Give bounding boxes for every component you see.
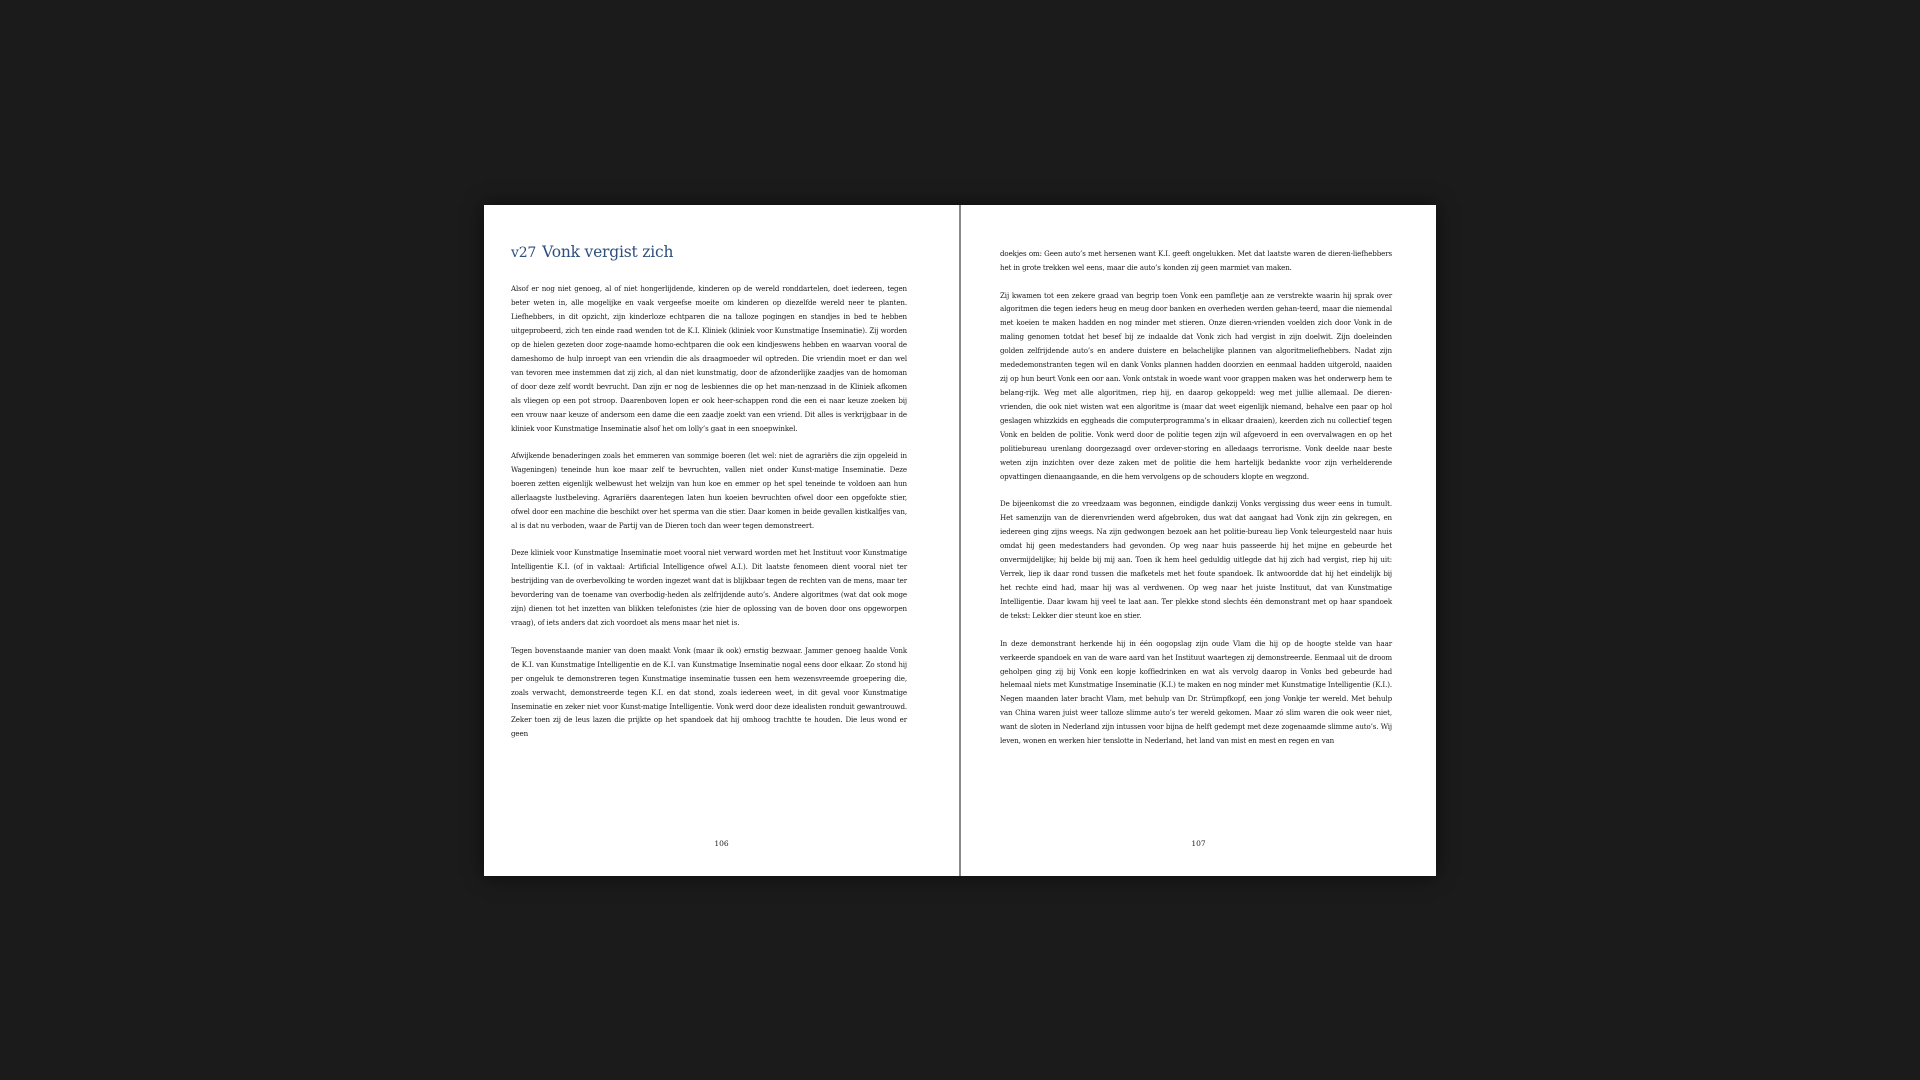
paragraph: De bijeenkomst die zo vreedzaam was begonnen, eindigde dankzij Vonks vergissing dus weer eens in tumult. Het samenzijn van de dierenvrienden werd afgebroken, dus wat dat aangaat had Vonk zijn zin gekregen, en iedereen ging zijns weegs. Na zijn gedwongen bezoek aan het politie-bureau liep Vonk teleurgesteld naar huis omdat hij geen medestanders had gevonden. Op weg naar huis passeerde hij het mijne en gebeurde het onvermijdelijke; hij belde bij mij aan. Toen ik hem heel geduldig uitlegde dat hij zich had vergist, riep hij uit: Verrek, liep ik daar rond tussen die mafketels met het foute spandoek. Ik antwoordde dat hij het eindelijk bij het rechte eind had, maar hij was al verdwenen. Op weg naar het juiste Instituut, dat van Kunstmatige Intelligentie. Daar kwam hij veel te laat aan. Ter plekke stond slechts één demonstrant met op haar spandoek de tekst: Lekker dier steunt koe en stier.: [1000, 499, 1392, 621]
paragraph: Zij kwamen tot een zekere graad van begrip toen Vonk een pamfletje aan ze verstrekte waarin hij sprak over algoritmen die tegen ieders heug en meug door banken en overheden werden gehan-teerd, maar die niemendal met koeien te maken hadden en nog minder met stieren. Onze dieren-vrienden voelden zich door Vonk in de maling genomen totdat het besef bij ze indaalde dat Vonk zich had vergist in zijn doelwit. Zijn doeleinden golden zelfrijdende auto’s en andere duistere en belachelijke plannen van algoritmeliefhebbers. Nadat zijn mededemonstranten tegen wil en dank Vonks plannen hadden doorzien en eenmaal hadden uitgerold, naaiden zij op hun beurt Vonk een oor aan. Vonk ontstak in woede want voor grappen maken was het onderwerp hem te belang-rijk. Weg met alle algoritmen, riep hij, en daarop gekoppeld: weg met jullie allemaal. De dieren-vrienden, die ook niet wisten wat een algoritme is (maar dat weet eigenlijk niemand, behalve een paar op hol geslagen whizzkids en eggheads die computerprogramma’s in elkaar draaien), keerden zich nu collectief tegen Vonk en belden de politie. Vonk werd door de politie tegen zijn wil afgevoerd in een overvalwagen en op het politiebureau urenlang doorgezaagd over ordever-storing en alledaags terrorisme. Vonk deelde naar beste weten zijn inzichten over deze zaken met de politie die hem hartelijk bedankte voor zijn verhelderende opvattingen dienaangaande, en die hem vervolgens op de schouders klopte en wegzond.: [1000, 290, 1392, 481]
page-number: 107: [1191, 839, 1206, 848]
left-page-text-area: [484, 205, 959, 808]
chapter-number: v27: [511, 245, 537, 261]
paragraph: doekjes om: Geen auto’s met hersenen want K.I. geeft ongelukken. Met dat laatste waren de dieren-liefhebbers het in grote trekken wel eens, maar die auto’s konden zij geen marmiet van maken.: [1000, 249, 1392, 272]
paragraph: Deze kliniek voor Kunstmatige Inseminatie moet vooral niet verward worden met het Instituut voor Kunstmatige Intelligentie K.I. (of in vaktaal: Artificial Intelligence ofwel A.I.). Dit laatste fenomeen dient vooral niet ter bestrijding van de overbevolking te worden ingezet want dat is blijkbaar tegen de rechten van de mens, maar ter bevordering van de toename van overbodig-heden als zelfrijdende auto’s. Andere algoritmes (wat dat ook moge zijn) dienen tot het inzetten van blikken telefonistes (zie hier de oplossing van de boven door ons opgeworpen vraag), of iets anders dat zich voordoet als mens maar het niet is.: [511, 548, 907, 628]
book-spread: [484, 205, 1436, 876]
chapter-title: Vonk vergist zich: [542, 243, 674, 261]
right-page-body: [1000, 247, 1392, 748]
left-page-body: [511, 282, 907, 741]
page-number: 106: [714, 839, 729, 848]
right-page-text-area: [961, 205, 1436, 808]
right-page: [961, 205, 1436, 876]
paragraph: In deze demonstrant herkende hij in één oogopslag zijn oude Vlam die hij op de hoogte stelde van haar verkeerde spandoek en van de ware aard van het Instituut waartegen zij demonstreerde. Eenmaal uit de droom geholpen ging zij bij Vonk een kopje koffiedrinken en wat als vervolg daarop in Vonks bed gebeurde had helemaal niets met Kunstmatige Inseminatie (K.I.) te maken en nog minder met Kunstmatige Intelligentie (K.I.). Negen maanden later bracht Vlam, met behulp van Dr. Strümpfkopf, een jong Vonkje ter wereld. Met behulp van China waren juist weer talloze slimme auto’s ter wereld gekomen. Maar zó slim waren die ook weer niet, want de sloten in Nederland zijn intussen voor bijna de helft gedempt met deze zogenaamde slimme auto’s. Wij leven, wonen en werken hier tenslotte in Nederland, het land van mist en mest en regen en van: [1000, 638, 1392, 746]
chapter-heading: [511, 243, 907, 267]
paragraph: Afwijkende benaderingen zoals het emmeren van sommige boeren (let wel: niet de agrariërs die zijn opgeleid in Wageningen) teneinde hun koe maar zelf te bevruchten, vallen niet onder Kunst-matige Inseminatie. Deze boeren zetten eigenlijk welbewust het welzijn van hun koe en emmer op het spel teneinde te voldoen aan hun allerlaagste lustbeleving. Agrariërs daarentegen laten hun koeien bevruchten ofwel door een opgefokte stier, ofwel door een machine die beschikt over het sperma van die stier. Daar komen in beide gevallen kistkalfjes van, al is dat nu verboden, waar de Partij van de Dieren toch dan weer tegen demonstreert.: [511, 451, 907, 530]
paragraph: Tegen bovenstaande manier van doen maakt Vonk (maar ik ook) ernstig bezwaar. Jammer genoeg haalde Vonk de K.I. van Kunstmatige Intelligentie en de K.I. van Kunstmatige Inseminatie nogal eens door elkaar. Zo stond hij per ongeluk te demonstreren tegen Kunstmatige inseminatie tussen een hem wezensvreemde groepering die, zoals verwacht, demonstreerde tegen K.I. en dat stond, zoals iedereen weet, in dit geval voor Kunstmatige Inseminatie en zeker niet voor Kunst-matige Intelligentie. Vonk werd door deze idealisten ronduit gewantrouwd. Zeker toen zij de leus lazen die prijkte op het spandoek dat hij omhoog trachtte te houden. Die leus wond er geen: [511, 645, 907, 739]
paragraph: Alsof er nog niet genoeg, al of niet hongerlijdende, kinderen op de wereld ronddartelen, doet iedereen, tegen beter weten in, alle mogelijke en vaak vergeefse moeite om kinderen op diezelfde wereld neer te planten. Liefhebbers, in dit opzicht, zijn kinderloze echtparen die na talloze pogingen en standjes in bed te hebben uitgeprobeerd, zich ten einde raad wenden tot de K.I. Kliniek (kliniek voor Kunstmatige Inseminatie). Zij worden op de hielen gezeten door zoge-naamde homo-echtparen die ook een kindjeswens hebben en waarvan vooral de dameshomo de hulp inroept van een vriendin die als draagmoeder wil optreden. Die vriendin moet er dan wel van tevoren mee instemmen dat zij zich, al dan niet kunstmatig, door de afzonderlijke zaadjes van de homoman of door deze zelf wordt bevrucht. Dan zijn er nog de lesbiennes die op het man-nenzaad in de Kliniek afkomen als vliegen op een pot stroop. Daarenboven lopen er ook heer-schappen rond die een ei naar keuze zoeken bij een vrouw naar keuze of andersom een dame die een zaadje zoekt van een vriend. Dit alles is verkrijgbaar in de kliniek voor Kunstmatige Inseminatie alsof het om lolly’s gaat in een snoepwinkel.: [511, 284, 907, 433]
left-page: [484, 205, 959, 876]
